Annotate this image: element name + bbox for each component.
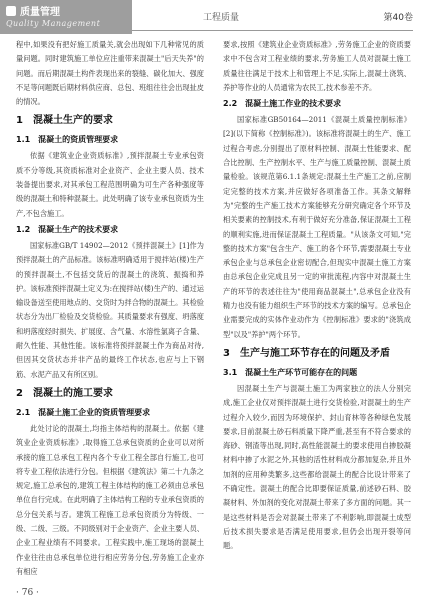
section-name: 工程质量 (203, 13, 240, 23)
left-column (16, 38, 204, 579)
continued-paragraph: 要求,按照《建筑业企业资质标准》,劳务施工企业的资质要求中不包含对工程业绩的要求,劳务施工人员对混凝土施工质量往往满足于技术上和管理上不足,实际上,混凝土浇筑、养护等作业的人员通常为农民工,技术参差不齐。 (223, 40, 411, 92)
header-divider (132, 30, 413, 31)
paragraph-3-1: 因混凝土生产与混凝土施工为两家独立的法人分别完成,施工企业仅对预拌混凝土进行交货检验,对混凝土的生产过程介入较少,而因为环境保护、封山育林等各种绿色发展要求,目前混凝土砂石料质量下降严重,甚至有不符合要求的海砂、钢渣等出现,同时,高性能混凝土的要求使用自掺胶凝材料中掺了水泥之外,其他的活性材料成分都加复杂,并且外加剂的应用种类繁多,这些都给混凝土的配合比设计带来了不确定性。混凝土的配合比即要保证质量,前述砂石料、胶凝材料、外加剂的变化对混凝土带来了多方面的问题。其一是这些材料是否会对混凝土带来了不利影响,即混凝土成型后技术损失要求是否满足使用要求,但仍会出现开裂等问题。 (223, 383, 411, 551)
paragraph-2-2: 国家标准GB50164—2011《混凝土质量控制标准》[2](以下简称《控制标准》)。该标准将混凝土的生产、施工过程合考虑,分别提出了原材料控制、混凝土性能要求、配合比控制、生产控制水平、生产与施工质量控制、混凝土质量检验。该规范第6.1.1条规定:混凝土生产施工之前,应制定完整的技术方案,并应做好各项准备工作。其条文解释为"完整的生产施工技术方案能够充分研究确定各个环节及相关要素的控制技术,有利于做好充分准备,保证混凝土工程的顺利实施,进而保证混凝土工程质量。"从该条文可知,"完整的技术方案"包含生产、施工的各个环节,需要混凝土专业承包企业与总承包企业密切配合,但现实中混凝土施工方案由总承包企业完成且另一定的审批流程,内容中对混凝土生产的环节的表述往往为"使用商品混凝土",总承包企业没有精力也没有能力组织生产环节的技术方案的编写。总承包企业需要完成的实体作业动作为《控制标准》要求的"浇筑成型"以及"养护"两个环节。 (223, 115, 411, 339)
paragraph-1-2: 国家标准GB/T 14902—2012《预拌混凝土》[1]作为预拌混凝土的产品标准。该标准明确适用于搅拌站(楼)生产的预拌混凝土,不包括交货后的混凝土的浇筑、振捣和养护。该标准预拌混凝土定义为:在搅拌站(楼)生产的、通过运输设备送至使用地点的、交货时为拌合物的混凝土。其检验状态分为出厂检验及交货检验。其质量要求有强度、坍落度和坍落度经时损失、扩展度、含气量、水溶性氯离子含量、耐久性能、其他性能。该标准将预拌混凝土作为商品对待,但因其交货状态并非产品的最终工作状态,也应与上下钢筋、水泥产品又有所区别。 (16, 240, 204, 379)
subsection-heading-2-2: 2.2 混凝土施工作业的技术要求 (223, 99, 342, 109)
right-column (223, 38, 411, 554)
volume-label: 第40卷 (383, 13, 413, 23)
paragraph-2-1: 此处讨论的混凝土,均指主体结构的混凝土。依据《建筑业企业资质标准》,取得施工总承包资质的企业可以对所承接的施工总承包工程内各个专业工程全部自行施工,也可将专业工程依法进行分包。但根据《建筑法》第二十九条之规定,施工总承包的,建筑工程主体结构的施工必须由总承包单位自行完成。在此明确了主体结构工程的专业承包资质的总分包关系与否。建筑工程施工总承包资质分为特级、一级、二级、三级。不同级别对于企业资产、企业主要人员、企业工程业绩有不同要求。工程实践中,施工现场的混凝土作业往往由总承包单位进行相应劳务分包,劳务施工企业亦有相应 (16, 423, 204, 576)
paragraph-1-1: 依据《建筑业企业资质标准》,预拌混凝土专业承包资质不分等级,其资质标准对企业资产、企业主要人员、技术装备提出要求,对其承包工程范围明确为可生产各种强度等级的混凝土和特种混凝土。此处明确了该专业承包资质为生产,不包含施工。 (16, 151, 204, 218)
section-heading-3: 3 生产与施工环节存在的问题及矛盾 (223, 347, 390, 359)
journal-logo-block (0, 0, 132, 34)
page-number: · 76 · (16, 588, 39, 598)
journal-english-name: Quality Management (6, 19, 101, 28)
journal-logo-icon (6, 6, 16, 16)
page-header (0, 0, 427, 34)
subsection-heading-1-2: 1.2 混凝土生产的技术要求 (16, 224, 119, 234)
subsection-heading-3-1: 3.1 混凝土生产环节可能存在的问题 (223, 367, 358, 377)
section-heading-1: 1 混凝土生产的要求 (16, 115, 113, 127)
journal-name: 质量管理 (20, 7, 60, 18)
subsection-heading-1-1: 1.1 混凝土的资质管理要求 (16, 135, 119, 145)
intro-paragraph: 程中,如果没有把好施工质量关,就会出现如下几种常见的质量问题。同时建筑施工单位应注重带来混凝土"后天失养"的问题。而后期混凝土构件表现出来的裂缝、碳化加大、强度不足等问题既后期材料供应商、总包、班组往往会出现扯皮的情况。 (16, 40, 204, 107)
section-heading-2: 2 混凝土的施工要求 (16, 387, 113, 399)
subsection-heading-2-1: 2.1 混凝土施工企业的资质管理要求 (16, 407, 151, 417)
